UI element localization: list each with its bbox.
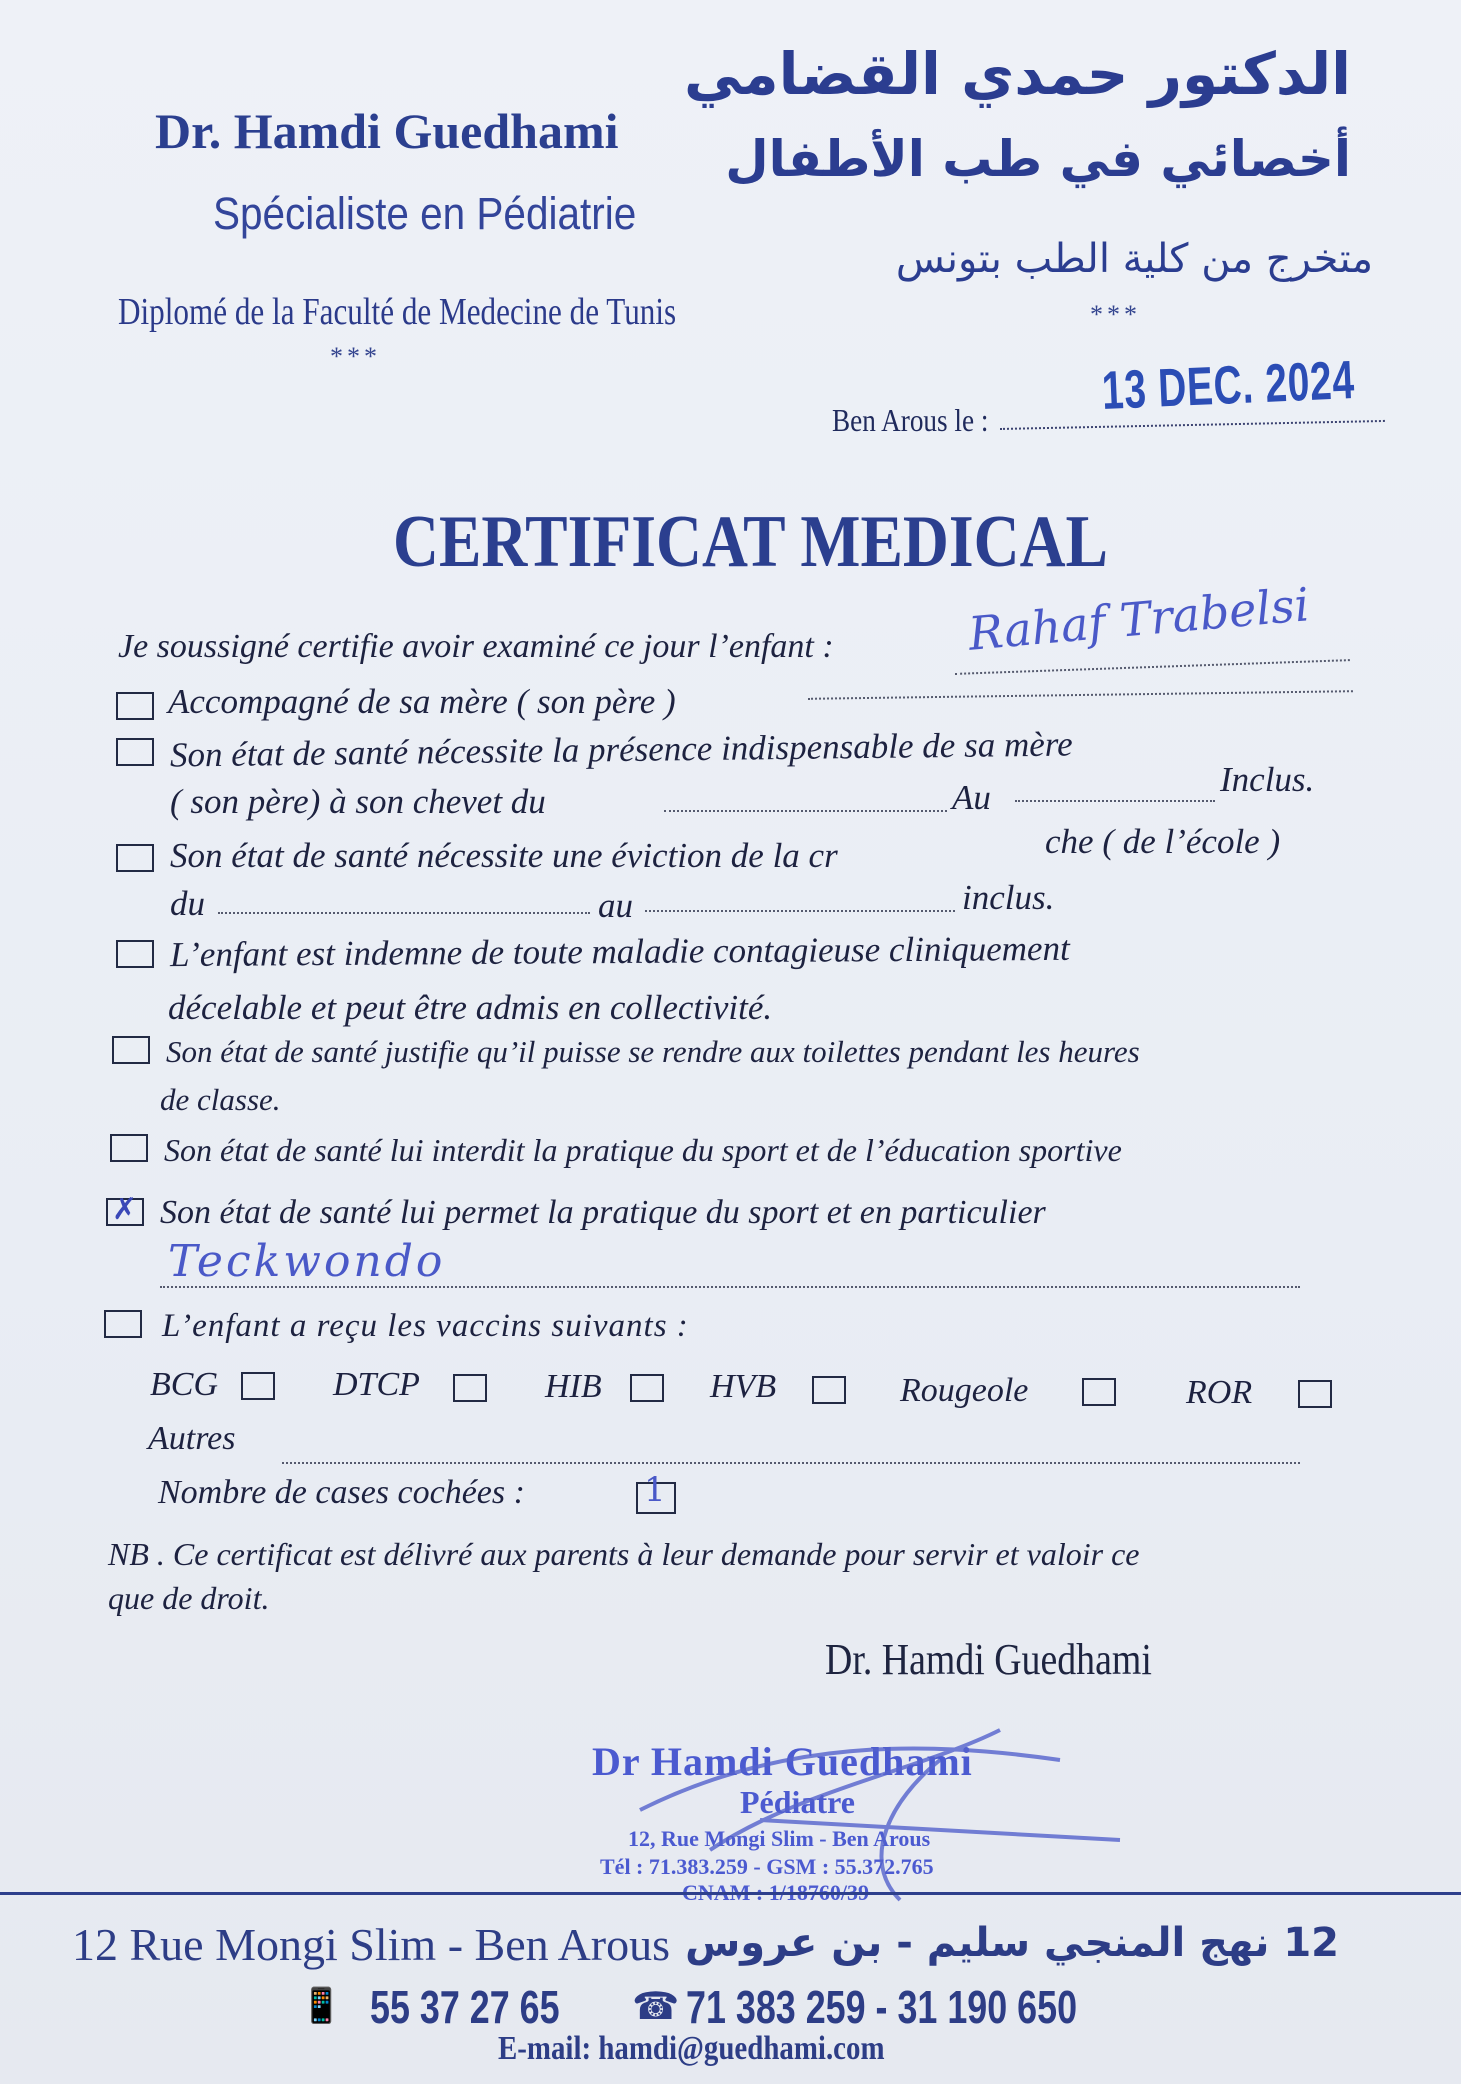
checked-count-box[interactable] (636, 1470, 676, 1514)
arabic-specialty: أخصائي في طب الأطفال (725, 130, 1351, 188)
date-line (1000, 420, 1385, 430)
child-name-handwritten: Rahaf Trabelsi (966, 577, 1312, 661)
signature-scribble (600, 1700, 1160, 1920)
item-indemne-line2: décelable et peut être admis en collectivité. (168, 988, 773, 1027)
item-indemne-line1: L’enfant est indemne de toute maladie contagieuse cliniquement (169, 928, 1070, 975)
checkbox-toilettes[interactable] (112, 1036, 150, 1064)
sport-dotted-line (160, 1286, 1300, 1288)
vaccine-rougeole-checkbox[interactable] (1082, 1378, 1116, 1406)
vaccine-hvb-checkbox[interactable] (812, 1376, 846, 1404)
page-title: CERTIFICAT MEDICAL (393, 501, 1108, 583)
stamp-specialty: Pédiatre (740, 1784, 855, 1820)
date-stamp: 13 DEC. 2024 (1100, 349, 1356, 421)
stamp-name: Dr Hamdi Guedhami (592, 1739, 973, 1784)
autres-label: Autres (148, 1420, 236, 1457)
accompagne-dotted-line (808, 690, 1353, 700)
item-presence-line2: ( son père) à son chevet du (170, 782, 546, 821)
item-toilettes-line1: Son état de santé justifie qu’il puisse se rendre aux toilettes pendant les heures (166, 1034, 1140, 1069)
vaccine-rougeole-label: Rougeole (900, 1372, 1029, 1409)
arabic-diploma: متخرج من كلية الطب بتونس (895, 236, 1373, 282)
eviction-to-dotted (645, 910, 955, 912)
phone-icon: ☎ (632, 1986, 680, 2028)
item-eviction-line1b: che ( de l’école ) (1045, 822, 1281, 861)
item-eviction-inclus: inclus. (962, 878, 1055, 917)
checkbox-accompagne[interactable] (116, 692, 154, 720)
vaccine-bcg-label: BCG (150, 1366, 218, 1403)
doctor-name-header: Dr. Hamdi Guedhami (155, 103, 619, 159)
checkbox-presence[interactable] (116, 738, 154, 766)
check-mark-icon: ✗ (112, 1192, 138, 1227)
presence-to-dotted (1015, 800, 1215, 802)
checked-count-value: 1 (644, 1470, 666, 1510)
specialty: Spécialiste en Pédiatrie (213, 188, 637, 239)
item-vaccins: L’enfant a reçu les vaccins suivants : (162, 1308, 689, 1344)
checkbox-interdit[interactable] (110, 1134, 148, 1162)
footer-address: 12 Rue Mongi Slim - Ben Arous (72, 1919, 671, 1970)
item-eviction-au: au (598, 886, 633, 925)
checkbox-permet[interactable] (106, 1192, 144, 1227)
vaccine-hvb-label: HVB (710, 1368, 777, 1405)
item-presence-inclus: Inclus. (1220, 760, 1315, 799)
footer-divider (0, 1892, 1461, 1895)
stamp-phones: Tél : 71.383.259 - GSM : 55.372.765 (600, 1854, 934, 1879)
vaccine-hib-checkbox[interactable] (630, 1374, 664, 1402)
nb-line2: que de droit. (108, 1580, 270, 1616)
vaccine-ror-label: ROR (1186, 1374, 1253, 1411)
stars-left: *** (330, 342, 381, 371)
item-presence-au: Au (952, 778, 991, 817)
date-label: Ben Arous le : (832, 402, 989, 438)
eviction-from-dotted (218, 912, 590, 914)
diploma: Diplomé de la Faculté de Medecine de Tunis (118, 291, 677, 333)
item-eviction-line1: Son état de santé nécessite une éviction de la cr (170, 836, 838, 875)
mobile-icon: 📱 (300, 1988, 343, 2025)
checkbox-indemne[interactable] (116, 940, 154, 968)
signature-name: Dr. Hamdi Guedhami (825, 1635, 1152, 1684)
nb-line1: NB . Ce certificat est délivré aux parents à leur demande pour servir et valoir ce (108, 1536, 1140, 1572)
vaccine-ror-checkbox[interactable] (1298, 1380, 1332, 1408)
presence-from-dotted (664, 810, 947, 812)
arabic-doctor-name: الدكتور حمدي القضامي (684, 40, 1351, 108)
item-accompagne: Accompagné de sa mère ( son père ) (168, 682, 676, 721)
checkbox-eviction[interactable] (116, 844, 154, 872)
item-toilettes-line2: de classe. (160, 1082, 281, 1117)
checked-count-label: Nombre de cases cochées : (158, 1474, 525, 1511)
stamp-cnam: CNAM : 1/18760/39 (682, 1880, 869, 1905)
footer-mobile: 55 37 27 65 (370, 1981, 560, 2033)
vaccine-dtcp-checkbox[interactable] (453, 1374, 487, 1402)
stamp-address: 12, Rue Mongi Slim - Ben Arous (628, 1826, 931, 1851)
sport-handwritten: Teckwondo (168, 1236, 446, 1287)
item-interdit: Son état de santé lui interdit la pratique du sport et de l’éducation sportive (164, 1132, 1122, 1168)
intro-dotted-line (955, 659, 1350, 675)
item-presence-line1: Son état de santé nécessite la présence indispensable de sa mère (169, 724, 1073, 775)
checkbox-vaccins[interactable] (104, 1310, 142, 1338)
autres-dotted-line (282, 1462, 1300, 1464)
footer-phones: 71 383 259 - 31 190 650 (686, 1981, 1078, 2033)
item-eviction-du: du (170, 884, 205, 923)
item-permet: Son état de santé lui permet la pratique du sport et en particulier (160, 1194, 1046, 1231)
vaccine-bcg-checkbox[interactable] (241, 1372, 275, 1400)
vaccine-hib-label: HIB (545, 1368, 602, 1405)
footer-email[interactable]: E-mail: hamdi@guedhami.com (498, 2030, 885, 2067)
intro-text: Je soussigné certifie avoir examiné ce jour l’enfant : (118, 628, 834, 665)
footer-address-arabic: 12 نهج المنجي سليم - بن عروس (685, 1920, 1339, 1966)
stars-right: *** (1090, 300, 1141, 329)
vaccine-dtcp-label: DTCP (333, 1366, 420, 1403)
